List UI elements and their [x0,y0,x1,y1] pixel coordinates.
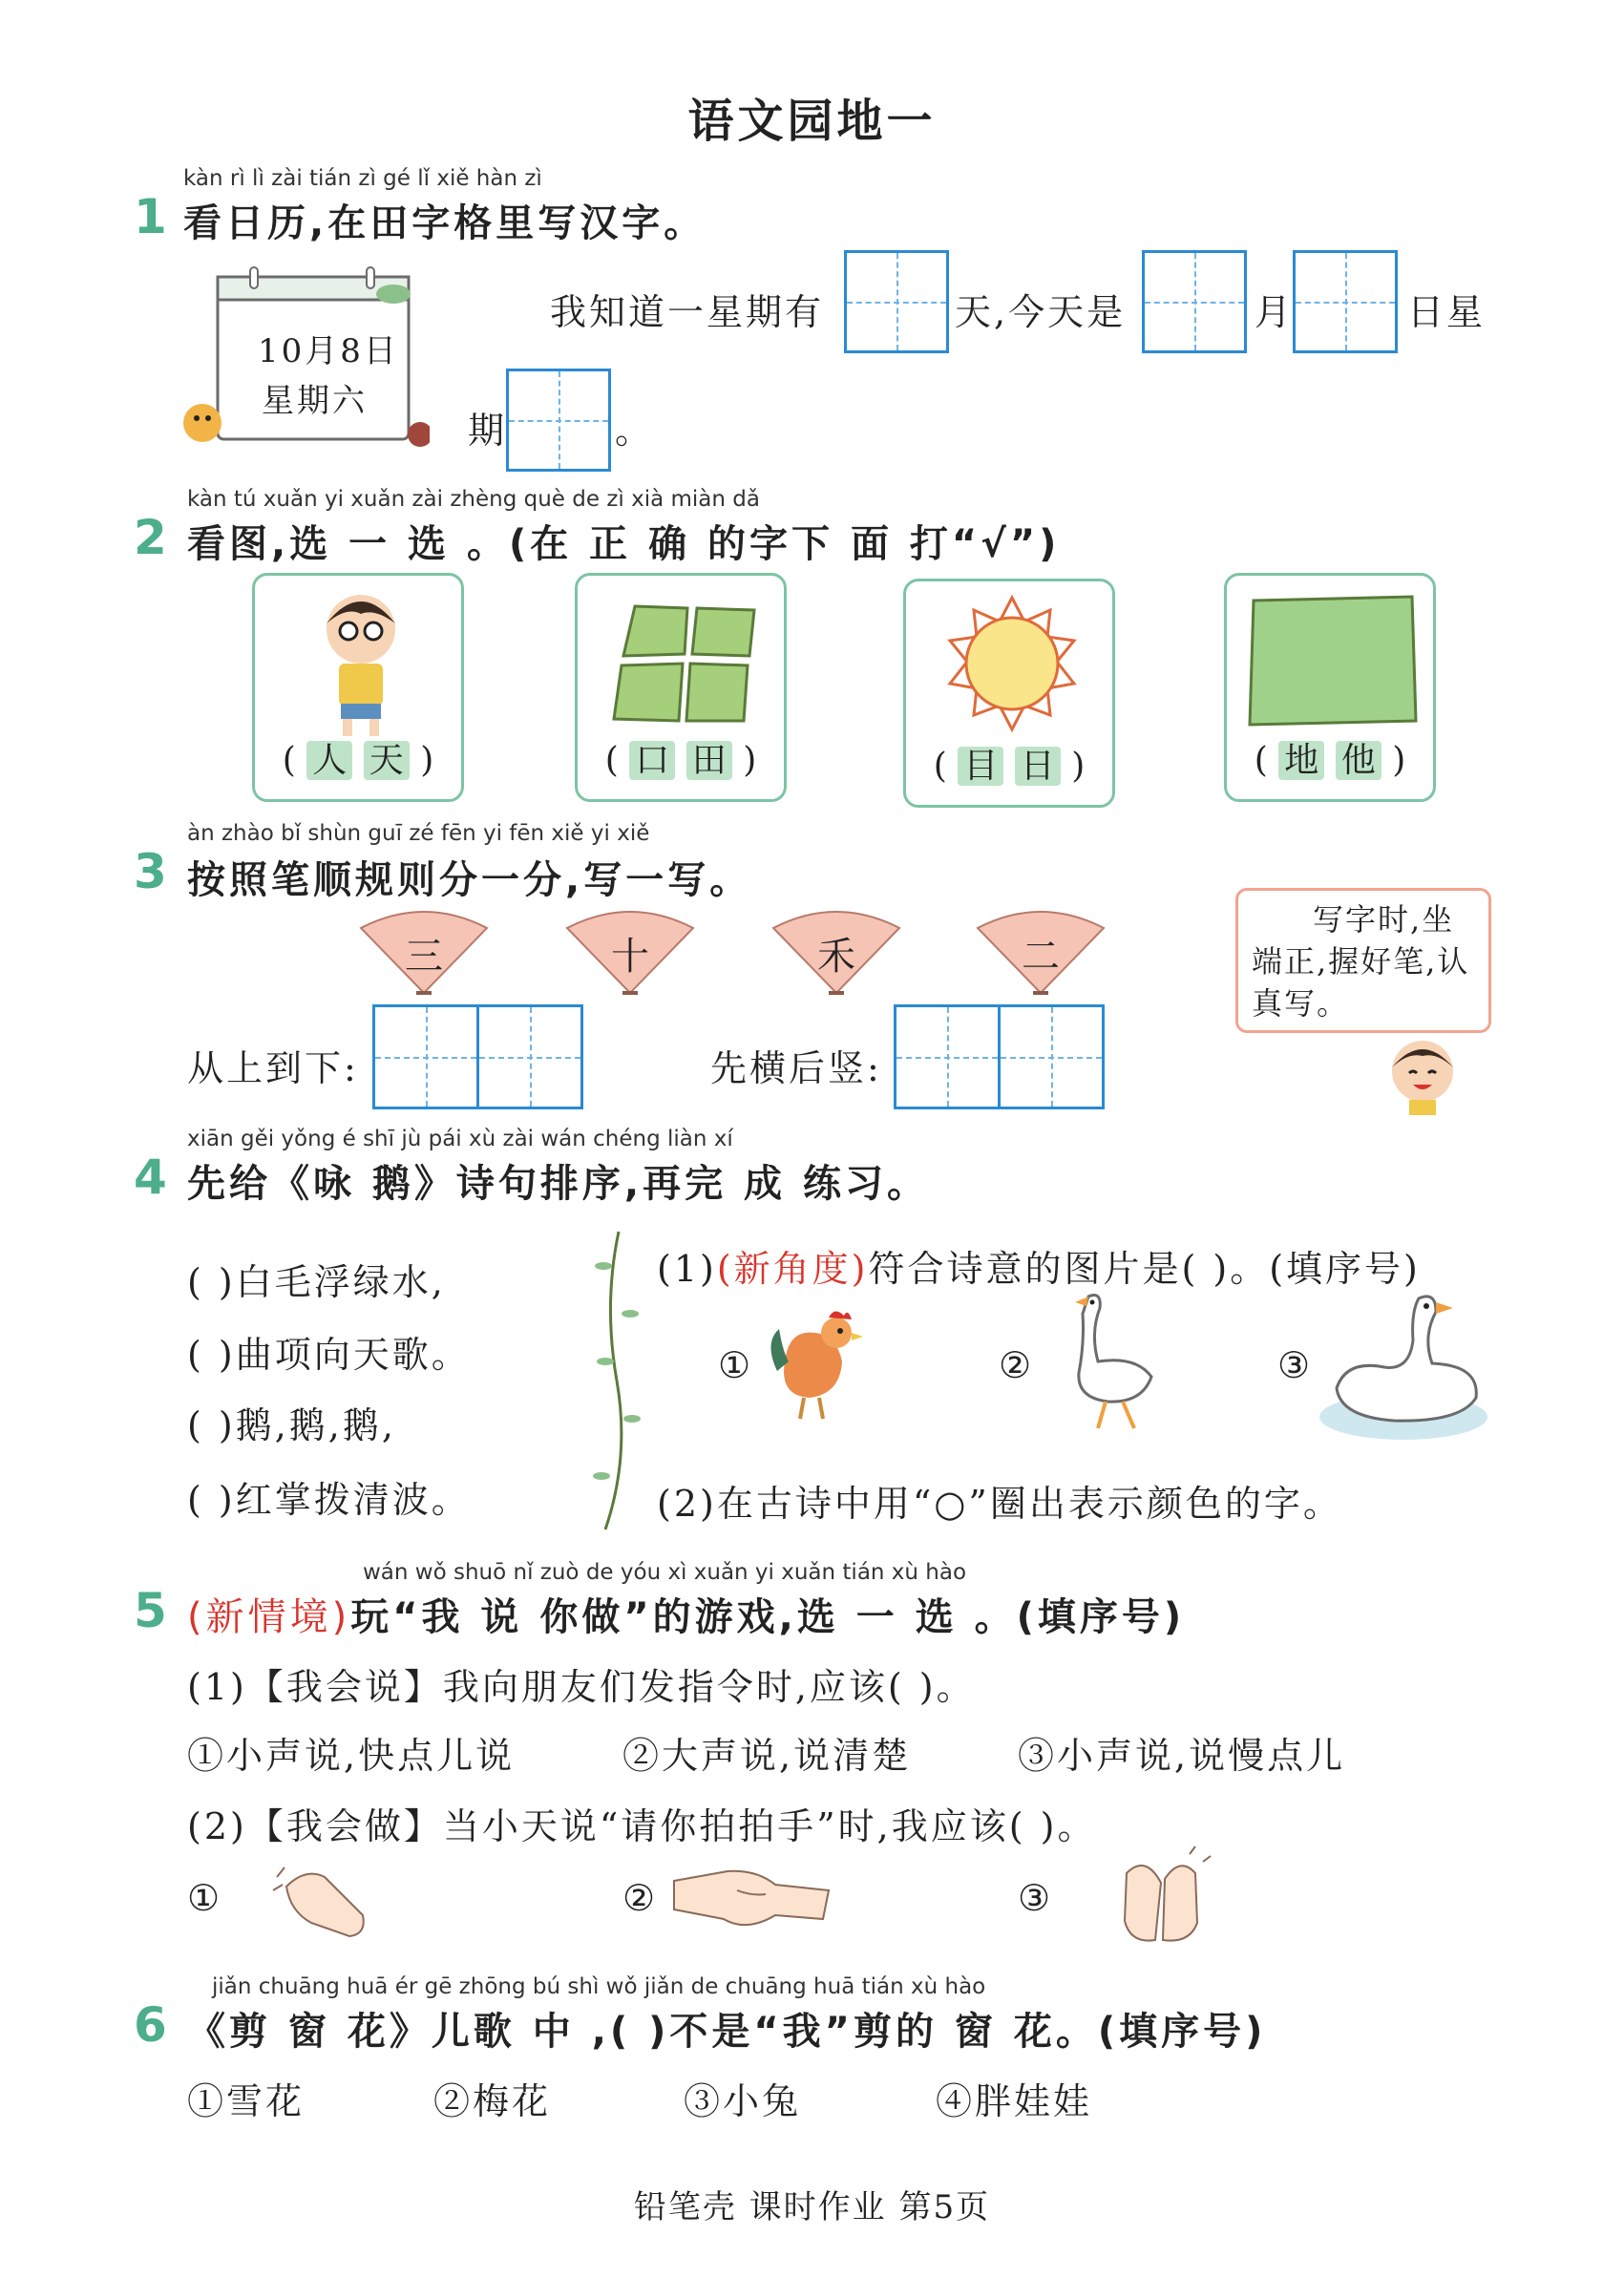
paren-open: ( [933,747,947,786]
q6-option[interactable]: ④胖娃娃 [936,2080,1093,2122]
label-horizontal-then-vertical: 先横后竖: [710,1047,882,1089]
choice-group [1227,733,1433,782]
fan [974,907,1107,1002]
goose-swimming-icon[interactable] [1318,1283,1489,1445]
new-context-tag: (新情境) [187,1595,351,1639]
fan [563,907,697,1002]
q1-sentence-4: 日星 [1407,291,1487,333]
q1-number: 1 [134,189,167,244]
q1-sentence-1: 我知道一星期有 [550,291,825,333]
q5-number: 5 [134,1583,167,1638]
option-mark: ① [718,1344,754,1386]
q5-option[interactable]: ②大声说,说清楚 [622,1735,912,1777]
q1-sentence-2: 天,今天是 [955,291,1127,333]
q4-number: 4 [134,1150,167,1205]
writing-grid[interactable] [1293,250,1398,353]
q4-pinyin: xiān gěi yǒng é shī jù pái xù zài wán chéng liàn xí [187,1127,733,1151]
q5-sub2[interactable]: (2)【我会做】当小天说“请你拍拍手”时,我应该( )。 [187,1805,1097,1847]
q1-sentence-5: 期 [468,410,508,452]
q6-option[interactable]: ②梅花 [433,2080,552,2122]
q6-option[interactable]: ①雪花 [187,2080,306,2122]
q2-pinyin: kàn tú xuǎn yi xuǎn zài zhèng què de zì xià miàn dǎ [187,487,760,512]
writing-grid[interactable] [844,250,949,353]
option-card [575,573,787,802]
writing-grid[interactable] [506,369,611,472]
paren-close: ) [420,741,434,780]
fan-char: 二 [1022,935,1060,979]
fan [770,907,903,1002]
sun-icon [940,593,1084,736]
poem-line[interactable]: ( )曲项向天歌。 [187,1334,471,1376]
char-option[interactable]: 天 [364,741,410,780]
clapping-hands-icon[interactable] [1107,1845,1213,1950]
q2-number: 2 [134,510,167,565]
q1-text: 看日历,在田字格里写汉字。 [183,201,707,245]
writing-grid[interactable] [476,1004,583,1109]
sub1-text[interactable]: 符合诗意的图片是( )。(填序号) [868,1248,1421,1290]
poem-line[interactable]: ( )白毛浮绿水, [187,1261,446,1303]
paren-close: ) [1071,747,1086,786]
waving-hand-icon[interactable] [267,1848,382,1944]
q5-sub1[interactable]: (1)【我会说】我向朋友们发指令时,应该( )。 [187,1666,976,1708]
q3-text: 按照笔顺规则分一分,写一写。 [187,858,752,902]
fan [357,907,491,1002]
sub1-prefix: (1) [657,1248,717,1290]
tip-bubble [1235,888,1491,1033]
q6-pinyin: jiǎn chuāng huā ér gē zhōng bú shì wǒ jiǎn de chuāng huā tián xù hào [212,1974,986,1999]
choice-group [578,733,784,782]
vine-divider [584,1228,642,1533]
q6-number: 6 [134,1997,167,2053]
q1-sentence-3: 月 [1255,291,1295,333]
label-top-to-bottom: 从上到下: [187,1047,359,1089]
char-option[interactable]: 人 [306,741,352,780]
char-option[interactable]: 日 [1015,747,1061,786]
poem-line[interactable]: ( )鹅,鹅,鹅, [187,1404,396,1446]
option-mark: ② [999,1344,1035,1386]
writing-grid[interactable] [1142,250,1247,353]
choice-group [255,733,461,782]
q5-text [187,1587,1185,1641]
writing-grid[interactable] [894,1004,1001,1109]
page-footer: 铅笔壳 课时作业 第5页 [633,2188,991,2226]
q4-sub2[interactable]: (2)在古诗中用“○”圈出表示颜色的字。 [657,1483,1342,1525]
q3-number: 3 [134,844,167,899]
q4-sub1 [657,1239,1421,1292]
char-option[interactable]: 目 [958,747,1003,786]
option-mark: ② [622,1877,659,1919]
char-option[interactable]: 口 [629,741,675,780]
q6-text[interactable]: 《剪 窗 花》儿歌 中 ,( )不是“我”剪的 窗 花。(填序号) [187,2010,1267,2054]
page-title: 语文园地一 [687,95,937,148]
q5-instruction: 玩“我 说 你做”的游戏,选 一 选 。(填序号) [350,1595,1186,1639]
paren-close: ) [743,741,757,780]
q2-text: 看图,选 一 选 。(在 正 确 的字下 面 打“√”) [187,522,1061,566]
q5-pinyin: wán wǒ shuō nǐ zuò de yóu xì xuǎn yi xuǎn tián xù hào [363,1560,967,1585]
fan-char: 十 [611,935,649,979]
calendar-date: 10月8日 [258,332,399,370]
option-card [252,573,464,802]
fan-char: 三 [405,935,443,979]
new-angle-tag: (新角度) [716,1248,869,1290]
q4-text: 先给《咏 鹅》诗句排序,再完 成 练习。 [187,1162,929,1206]
option-mark: ① [187,1877,223,1919]
paren-open: ( [1254,741,1268,780]
char-option[interactable]: 他 [1336,741,1381,780]
option-mark: ③ [1277,1344,1314,1386]
field-icon [597,587,769,730]
char-option[interactable]: 田 [686,741,732,780]
calendar-weekday: 星期六 [262,382,368,420]
q1-sentence-6: 。 [615,410,655,452]
q6-option[interactable]: ③小兔 [684,2080,802,2122]
handshake-icon[interactable] [670,1852,833,1938]
writing-grid[interactable] [372,1004,479,1109]
goose-walking-icon[interactable] [1050,1285,1165,1438]
child-icon [1384,1031,1461,1117]
option-card [903,579,1115,808]
poem-line[interactable]: ( )红掌拨清波。 [187,1479,471,1521]
q1-pinyin: kàn rì lì zài tián zì gé lǐ xiě hàn zì [183,166,542,191]
choice-group [906,739,1112,788]
tip-text: 写字时,坐端正,握好笔,认真写。 [1252,901,1470,1022]
q5-option[interactable]: ③小声说,说慢点儿 [1018,1735,1346,1777]
paren-close: ) [1392,741,1406,780]
option-mark: ③ [1018,1877,1054,1919]
boy-icon [308,587,413,740]
q5-option[interactable]: ①小声说,快点儿说 [187,1735,516,1777]
calendar-illustration [181,265,430,456]
writing-grid[interactable] [998,1004,1105,1109]
q3-pinyin: àn zhào bǐ shùn guī zé fēn yi fēn xiě yi xiě [187,821,650,846]
rooster-icon[interactable] [760,1295,875,1424]
paren-open: ( [282,741,296,780]
fan-char: 禾 [817,935,855,979]
paren-open: ( [604,741,619,780]
land-icon [1242,589,1424,732]
option-card [1224,573,1436,802]
char-option[interactable]: 地 [1278,741,1324,780]
